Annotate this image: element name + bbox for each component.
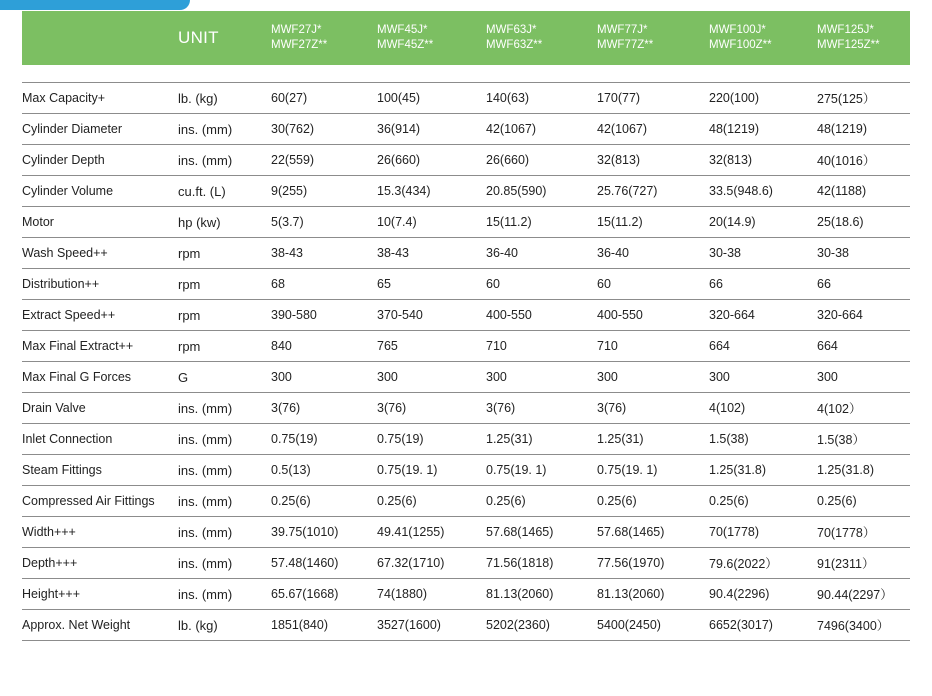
value-cell: 15(11.2) xyxy=(597,207,709,238)
value-cell: 840 xyxy=(271,331,377,362)
value-cell: 0.5(13) xyxy=(271,455,377,486)
row-label: Max Capacity+ xyxy=(22,83,178,114)
value-cell: 39.75(1010) xyxy=(271,517,377,548)
value-cell: 3(76) xyxy=(486,393,597,424)
header-model-line2: MWF125Z** xyxy=(817,39,880,51)
header-model xyxy=(271,11,377,65)
header-model xyxy=(709,11,817,65)
value-cell: 60 xyxy=(597,269,709,300)
value-cell: 15(11.2) xyxy=(486,207,597,238)
value-cell: 49.41(1255) xyxy=(377,517,486,548)
value-cell: 664 xyxy=(709,331,817,362)
row-unit: ins. (mm) xyxy=(178,548,271,579)
row-unit: lb. (kg) xyxy=(178,610,271,641)
row-unit: G xyxy=(178,362,271,393)
value-cell: 0.25(6) xyxy=(486,486,597,517)
value-cell: 220(100) xyxy=(709,83,817,114)
value-cell: 710 xyxy=(597,331,709,362)
value-cell: 36-40 xyxy=(486,238,597,269)
value-cell: 67.32(1710) xyxy=(377,548,486,579)
row-unit: rpm xyxy=(178,300,271,331)
value-cell: 300 xyxy=(817,362,910,393)
value-cell: 20(14.9) xyxy=(709,207,817,238)
value-cell: 81.13(2060) xyxy=(597,579,709,610)
header-spacer-row xyxy=(22,65,910,83)
value-cell: 15.3(434) xyxy=(377,176,486,207)
value-cell: 32(813) xyxy=(597,145,709,176)
header-model-line1: MWF27J* xyxy=(271,24,322,36)
value-cell: 65 xyxy=(377,269,486,300)
row-unit: ins. (mm) xyxy=(178,145,271,176)
value-cell: 1.25(31) xyxy=(486,424,597,455)
value-cell: 765 xyxy=(377,331,486,362)
value-cell: 0.75(19. 1) xyxy=(377,455,486,486)
value-cell: 33.5(948.6) xyxy=(709,176,817,207)
row-label: Motor xyxy=(22,207,178,238)
header-model xyxy=(597,11,709,65)
value-cell: 36(914) xyxy=(377,114,486,145)
row-unit: ins. (mm) xyxy=(178,455,271,486)
value-cell: 0.75(19) xyxy=(377,424,486,455)
value-cell: 26(660) xyxy=(377,145,486,176)
table-row xyxy=(22,207,910,238)
value-cell: 42(1188) xyxy=(817,176,910,207)
value-cell: 7496(3400） xyxy=(817,610,910,641)
row-unit: hp (kw) xyxy=(178,207,271,238)
row-label: Cylinder Volume xyxy=(22,176,178,207)
value-cell: 3(76) xyxy=(377,393,486,424)
table-row xyxy=(22,176,910,207)
value-cell: 90.44(2297） xyxy=(817,579,910,610)
header-model xyxy=(486,11,597,65)
top-tab-decoration xyxy=(0,0,190,10)
value-cell: 48(1219) xyxy=(709,114,817,145)
value-cell: 25(18.6) xyxy=(817,207,910,238)
header-model-line1: MWF63J* xyxy=(486,24,537,36)
value-cell: 0.25(6) xyxy=(271,486,377,517)
value-cell: 300 xyxy=(709,362,817,393)
table-row xyxy=(22,331,910,362)
value-cell: 81.13(2060) xyxy=(486,579,597,610)
value-cell: 664 xyxy=(817,331,910,362)
row-label: Width+++ xyxy=(22,517,178,548)
value-cell: 1.5(38） xyxy=(817,424,910,455)
value-cell: 42(1067) xyxy=(597,114,709,145)
row-unit: rpm xyxy=(178,238,271,269)
value-cell: 320-664 xyxy=(709,300,817,331)
row-label: Extract Speed++ xyxy=(22,300,178,331)
row-label: Inlet Connection xyxy=(22,424,178,455)
value-cell: 30-38 xyxy=(709,238,817,269)
value-cell: 5202(2360) xyxy=(486,610,597,641)
value-cell: 1.25(31) xyxy=(597,424,709,455)
header-model-line2: MWF63Z** xyxy=(486,39,543,51)
value-cell: 40(1016） xyxy=(817,145,910,176)
value-cell: 390-580 xyxy=(271,300,377,331)
value-cell: 79.6(2022） xyxy=(709,548,817,579)
value-cell: 300 xyxy=(597,362,709,393)
value-cell: 400-550 xyxy=(486,300,597,331)
value-cell: 170(77) xyxy=(597,83,709,114)
header-model-line1: MWF100J* xyxy=(709,24,766,36)
value-cell: 22(559) xyxy=(271,145,377,176)
value-cell: 68 xyxy=(271,269,377,300)
row-label: Max Final G Forces xyxy=(22,362,178,393)
table-row xyxy=(22,610,910,641)
row-unit: ins. (mm) xyxy=(178,424,271,455)
table-row xyxy=(22,145,910,176)
value-cell: 20.85(590) xyxy=(486,176,597,207)
spacer-cell xyxy=(22,65,910,83)
specifications-table xyxy=(22,11,910,641)
value-cell: 3527(1600) xyxy=(377,610,486,641)
value-cell: 320-664 xyxy=(817,300,910,331)
row-label: Wash Speed++ xyxy=(22,238,178,269)
row-unit: rpm xyxy=(178,331,271,362)
value-cell: 0.75(19) xyxy=(271,424,377,455)
row-label: Max Final Extract++ xyxy=(22,331,178,362)
header-model-line1: MWF77J* xyxy=(597,24,648,36)
header-unit: UNIT xyxy=(178,11,271,65)
row-label: Cylinder Diameter xyxy=(22,114,178,145)
value-cell: 30(762) xyxy=(271,114,377,145)
value-cell: 42(1067) xyxy=(486,114,597,145)
value-cell: 60 xyxy=(486,269,597,300)
row-label: Cylinder Depth xyxy=(22,145,178,176)
value-cell: 100(45) xyxy=(377,83,486,114)
value-cell: 1.5(38) xyxy=(709,424,817,455)
header-model xyxy=(817,11,910,65)
table-row xyxy=(22,455,910,486)
value-cell: 0.25(6) xyxy=(817,486,910,517)
header-model-line1: MWF45J* xyxy=(377,24,428,36)
table-body xyxy=(22,65,910,641)
value-cell: 70(1778) xyxy=(709,517,817,548)
value-cell: 1851(840) xyxy=(271,610,377,641)
header-model-line2: MWF45Z** xyxy=(377,39,434,51)
value-cell: 0.25(6) xyxy=(377,486,486,517)
table-row xyxy=(22,238,910,269)
value-cell: 36-40 xyxy=(597,238,709,269)
value-cell: 71.56(1818) xyxy=(486,548,597,579)
table-row xyxy=(22,83,910,114)
value-cell: 57.68(1465) xyxy=(486,517,597,548)
table-row xyxy=(22,362,910,393)
row-unit: ins. (mm) xyxy=(178,114,271,145)
value-cell: 300 xyxy=(377,362,486,393)
table-row xyxy=(22,579,910,610)
header-empty-cell xyxy=(22,11,178,65)
value-cell: 5400(2450) xyxy=(597,610,709,641)
value-cell: 66 xyxy=(817,269,910,300)
value-cell: 300 xyxy=(486,362,597,393)
table-row xyxy=(22,393,910,424)
header-model-line2: MWF27Z** xyxy=(271,39,328,51)
value-cell: 26(660) xyxy=(486,145,597,176)
table-row xyxy=(22,114,910,145)
row-label: Compressed Air Fittings xyxy=(22,486,178,517)
value-cell: 60(27) xyxy=(271,83,377,114)
table-header-row xyxy=(22,11,910,65)
row-unit: ins. (mm) xyxy=(178,579,271,610)
row-unit: rpm xyxy=(178,269,271,300)
header-model-line1: MWF125J* xyxy=(817,24,874,36)
row-unit: lb. (kg) xyxy=(178,83,271,114)
value-cell: 6652(3017) xyxy=(709,610,817,641)
value-cell: 25.76(727) xyxy=(597,176,709,207)
row-unit: cu.ft. (L) xyxy=(178,176,271,207)
row-label: Distribution++ xyxy=(22,269,178,300)
value-cell: 4(102) xyxy=(709,393,817,424)
value-cell: 370-540 xyxy=(377,300,486,331)
value-cell: 30-38 xyxy=(817,238,910,269)
value-cell: 0.25(6) xyxy=(597,486,709,517)
value-cell: 3(76) xyxy=(271,393,377,424)
header-model-line2: MWF100Z** xyxy=(709,39,772,51)
header-model xyxy=(377,11,486,65)
value-cell: 70(1778） xyxy=(817,517,910,548)
value-cell: 3(76) xyxy=(597,393,709,424)
value-cell: 10(7.4) xyxy=(377,207,486,238)
value-cell: 66 xyxy=(709,269,817,300)
row-label: Height+++ xyxy=(22,579,178,610)
value-cell: 90.4(2296) xyxy=(709,579,817,610)
value-cell: 5(3.7) xyxy=(271,207,377,238)
value-cell: 140(63) xyxy=(486,83,597,114)
value-cell: 38-43 xyxy=(377,238,486,269)
row-unit: ins. (mm) xyxy=(178,393,271,424)
row-unit: ins. (mm) xyxy=(178,486,271,517)
value-cell: 74(1880) xyxy=(377,579,486,610)
header-model-line2: MWF77Z** xyxy=(597,39,654,51)
value-cell: 77.56(1970) xyxy=(597,548,709,579)
value-cell: 65.67(1668) xyxy=(271,579,377,610)
table-row xyxy=(22,548,910,579)
value-cell: 4(102） xyxy=(817,393,910,424)
table-row xyxy=(22,300,910,331)
value-cell: 91(2311） xyxy=(817,548,910,579)
row-label: Steam Fittings xyxy=(22,455,178,486)
value-cell: 710 xyxy=(486,331,597,362)
value-cell: 300 xyxy=(271,362,377,393)
value-cell: 57.68(1465) xyxy=(597,517,709,548)
value-cell: 400-550 xyxy=(597,300,709,331)
value-cell: 48(1219) xyxy=(817,114,910,145)
value-cell: 9(255) xyxy=(271,176,377,207)
value-cell: 1.25(31.8) xyxy=(709,455,817,486)
table-row xyxy=(22,486,910,517)
row-label: Approx. Net Weight xyxy=(22,610,178,641)
value-cell: 32(813) xyxy=(709,145,817,176)
value-cell: 0.75(19. 1) xyxy=(486,455,597,486)
row-label: Drain Valve xyxy=(22,393,178,424)
value-cell: 57.48(1460) xyxy=(271,548,377,579)
table-row xyxy=(22,517,910,548)
table-row xyxy=(22,269,910,300)
value-cell: 0.75(19. 1) xyxy=(597,455,709,486)
value-cell: 38-43 xyxy=(271,238,377,269)
value-cell: 0.25(6) xyxy=(709,486,817,517)
value-cell: 275(125） xyxy=(817,83,910,114)
row-label: Depth+++ xyxy=(22,548,178,579)
table-row xyxy=(22,424,910,455)
value-cell: 1.25(31.8) xyxy=(817,455,910,486)
row-unit: ins. (mm) xyxy=(178,517,271,548)
